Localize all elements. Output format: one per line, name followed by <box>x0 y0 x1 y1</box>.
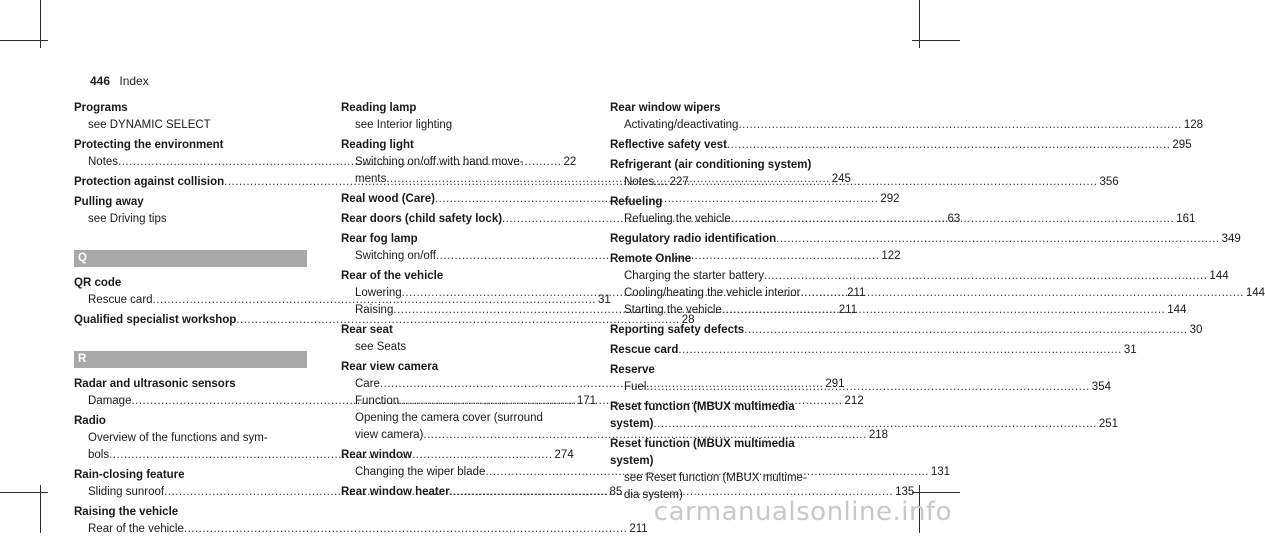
entry-sub[interactable]: Rear of the vehicle ..... 211 <box>74 521 307 538</box>
entry-heading: QR code <box>74 277 122 289</box>
entry-sub-line: Overview of the functions and sym- <box>88 432 268 444</box>
entry-sub[interactable]: Notes ..... 356 <box>610 174 843 191</box>
page-ref: 349 <box>1221 233 1241 245</box>
index-entry <box>610 362 1111 396</box>
page-ref: 212 <box>844 395 864 407</box>
page-ref: 171 <box>576 395 597 407</box>
entry-sub[interactable]: Damage ..... 171 <box>74 393 307 410</box>
page-ref: 211 <box>847 287 866 299</box>
page-ref: 28 <box>681 314 695 326</box>
crop-mark-tr-h <box>912 40 960 41</box>
entry-heading: Refueling <box>610 196 663 208</box>
page-ref: 251 <box>1098 418 1119 430</box>
page-ref: 31 <box>597 294 611 306</box>
page-ref: 122 <box>881 250 901 262</box>
page-ref: 295 <box>1172 139 1192 151</box>
page-ref: 291 <box>825 378 845 390</box>
page-ref: 144 <box>1167 304 1187 316</box>
entry-sub[interactable]: Raising ..... 211 <box>341 302 574 319</box>
entry-see[interactable]: see DYNAMIC SELECT <box>88 119 211 131</box>
page-ref: 30 <box>1189 324 1203 336</box>
entry-sub[interactable]: ments ..... 245 <box>341 171 574 188</box>
entry-sub[interactable]: Changing the wiper blade ..... 131 <box>341 464 574 481</box>
entry-sub[interactable]: Cooling/heating the vehicle interior ..... 144 <box>610 285 843 302</box>
index-entry[interactable]: Regulatory radio identification ..... 349 <box>610 231 843 248</box>
index-entry <box>74 376 597 410</box>
entry-sub[interactable]: Fuel ..... 354 <box>610 379 843 396</box>
index-entry <box>610 436 843 504</box>
entry-sub[interactable]: Switching on/off ..... 122 <box>341 248 574 265</box>
entry-sub[interactable]: Charging the starter battery ..... 144 <box>610 268 843 285</box>
entry-heading: Rear seat <box>341 324 393 336</box>
index-entry <box>74 100 307 134</box>
entry-heading-cont: system) <box>610 455 654 467</box>
page-ref: 161 <box>1176 213 1196 225</box>
index-entry <box>74 194 307 228</box>
entry-sub-line: Switching on/off with hand move- <box>355 156 524 168</box>
index-entry <box>610 157 1119 191</box>
index-entry[interactable]: Rear window heater ..... 135 <box>341 484 574 501</box>
crop-mark-tl-h <box>0 40 48 41</box>
entry-heading: Rear of the vehicle <box>341 270 444 282</box>
entry-heading: Rear fog lamp <box>341 233 418 245</box>
entry-heading: Reset function (MBUX multimedia <box>610 438 795 450</box>
entry-heading: Rear view camera <box>341 361 439 373</box>
entry-sub-line: Opening the camera cover (surround <box>355 412 543 424</box>
page-ref: 245 <box>831 173 851 185</box>
entry-heading: Refrigerant (air conditioning system) <box>610 159 812 171</box>
index-entry <box>341 100 574 134</box>
entry-heading: Rear window wipers <box>610 102 721 114</box>
entry-sub[interactable]: bols ..... 274 <box>74 447 307 464</box>
page-header <box>90 74 149 88</box>
entry-heading: Reading light <box>341 139 414 151</box>
entry-sub[interactable]: Refueling the vehicle ..... 161 <box>610 211 843 228</box>
index-entry <box>74 467 623 501</box>
entry-heading: Raising the vehicle <box>74 506 179 518</box>
index-entry <box>341 322 574 356</box>
entry-sub[interactable]: Care ..... 291 <box>341 376 574 393</box>
entry-sub[interactable]: Lowering ..... 211 <box>341 285 574 302</box>
entry-heading-cont[interactable]: system) ..... 251 <box>610 416 843 433</box>
section-letter-q: Q <box>74 250 307 267</box>
entry-heading: Rear window <box>341 449 412 461</box>
page-ref: 356 <box>1099 176 1119 188</box>
page-ref: 211 <box>838 304 858 316</box>
entry-heading: Reserve <box>610 364 655 376</box>
entry-see[interactable]: see Seats <box>355 341 407 353</box>
page-ref: 131 <box>930 466 951 478</box>
entry-sub[interactable]: view camera) ..... 218 <box>341 427 574 444</box>
page-ref: 63 <box>947 213 961 225</box>
entry-heading: Radio <box>74 415 106 427</box>
index-entry[interactable]: Rescue card ..... 31 <box>610 342 843 359</box>
entry-heading: Protecting the environment <box>74 139 224 151</box>
page-ref: 31 <box>1123 344 1137 356</box>
page-title: Index <box>119 74 149 88</box>
page-ref: 218 <box>868 429 888 441</box>
entry-heading: Remote Online <box>610 253 692 265</box>
index-entry[interactable]: Real wood (Care) ..... 292 <box>341 191 574 208</box>
entry-sub[interactable]: Activating/deactivating ..... 128 <box>610 117 843 134</box>
index-entry <box>610 100 1204 134</box>
entry-sub[interactable]: Function ..... 212 <box>341 393 574 410</box>
entry-sub[interactable]: Rescue card ..... 31 <box>74 292 307 309</box>
index-entry[interactable]: Reporting safety defects ..... 30 <box>610 322 843 339</box>
entry-heading: Reset function (MBUX multimedia <box>610 401 795 413</box>
page-ref: 22 <box>563 156 577 168</box>
entry-heading: Rain-closing feature <box>74 469 185 481</box>
index-entry[interactable]: Qualified specialist workshop ..... 28 <box>74 312 307 329</box>
page-ref: 227 <box>669 176 689 188</box>
entry-see-cont: dia system) <box>624 489 683 501</box>
page-ref: 144 <box>1209 270 1229 282</box>
watermark: carmanualsonline.info <box>653 497 952 527</box>
page-ref: 292 <box>880 193 900 205</box>
page-ref: 135 <box>895 486 915 498</box>
entry-heading: Programs <box>74 102 128 114</box>
entry-see[interactable]: see Reset function (MBUX multime- <box>624 472 807 484</box>
section-letter-r: R <box>74 351 307 368</box>
page-ref: 211 <box>629 523 648 535</box>
entry-heading: Pulling away <box>74 196 144 208</box>
index-entry[interactable]: Reflective safety vest ..... 295 <box>610 137 843 154</box>
entry-see[interactable]: see Interior lighting <box>355 119 453 131</box>
page-ref: 144 <box>1245 287 1265 299</box>
page-number: 446 <box>90 74 111 88</box>
entry-see[interactable]: see Driving tips <box>88 213 167 225</box>
entry-heading: Radar and ultrasonic sensors <box>74 378 236 390</box>
entry-heading: Reading lamp <box>341 102 417 114</box>
crop-mark-br-h <box>912 492 960 493</box>
page-ref: 274 <box>554 449 574 461</box>
index-entry <box>74 504 648 538</box>
page-ref: 128 <box>1183 119 1204 131</box>
crop-mark-bl-h <box>0 492 48 493</box>
entry-sub[interactable]: Starting the vehicle ..... 144 <box>610 302 843 319</box>
entry-sub[interactable]: Notes ..... 22 <box>74 154 307 171</box>
entry-sub[interactable]: Sliding sunroof ..... 85 <box>74 484 307 501</box>
index-entry[interactable]: Rear doors (child safety lock) ..... 63 <box>341 211 574 228</box>
page-ref: 85 <box>609 486 623 498</box>
index-entry[interactable]: Protection against collision ..... 227 <box>74 174 307 191</box>
page-ref: 354 <box>1091 381 1111 393</box>
